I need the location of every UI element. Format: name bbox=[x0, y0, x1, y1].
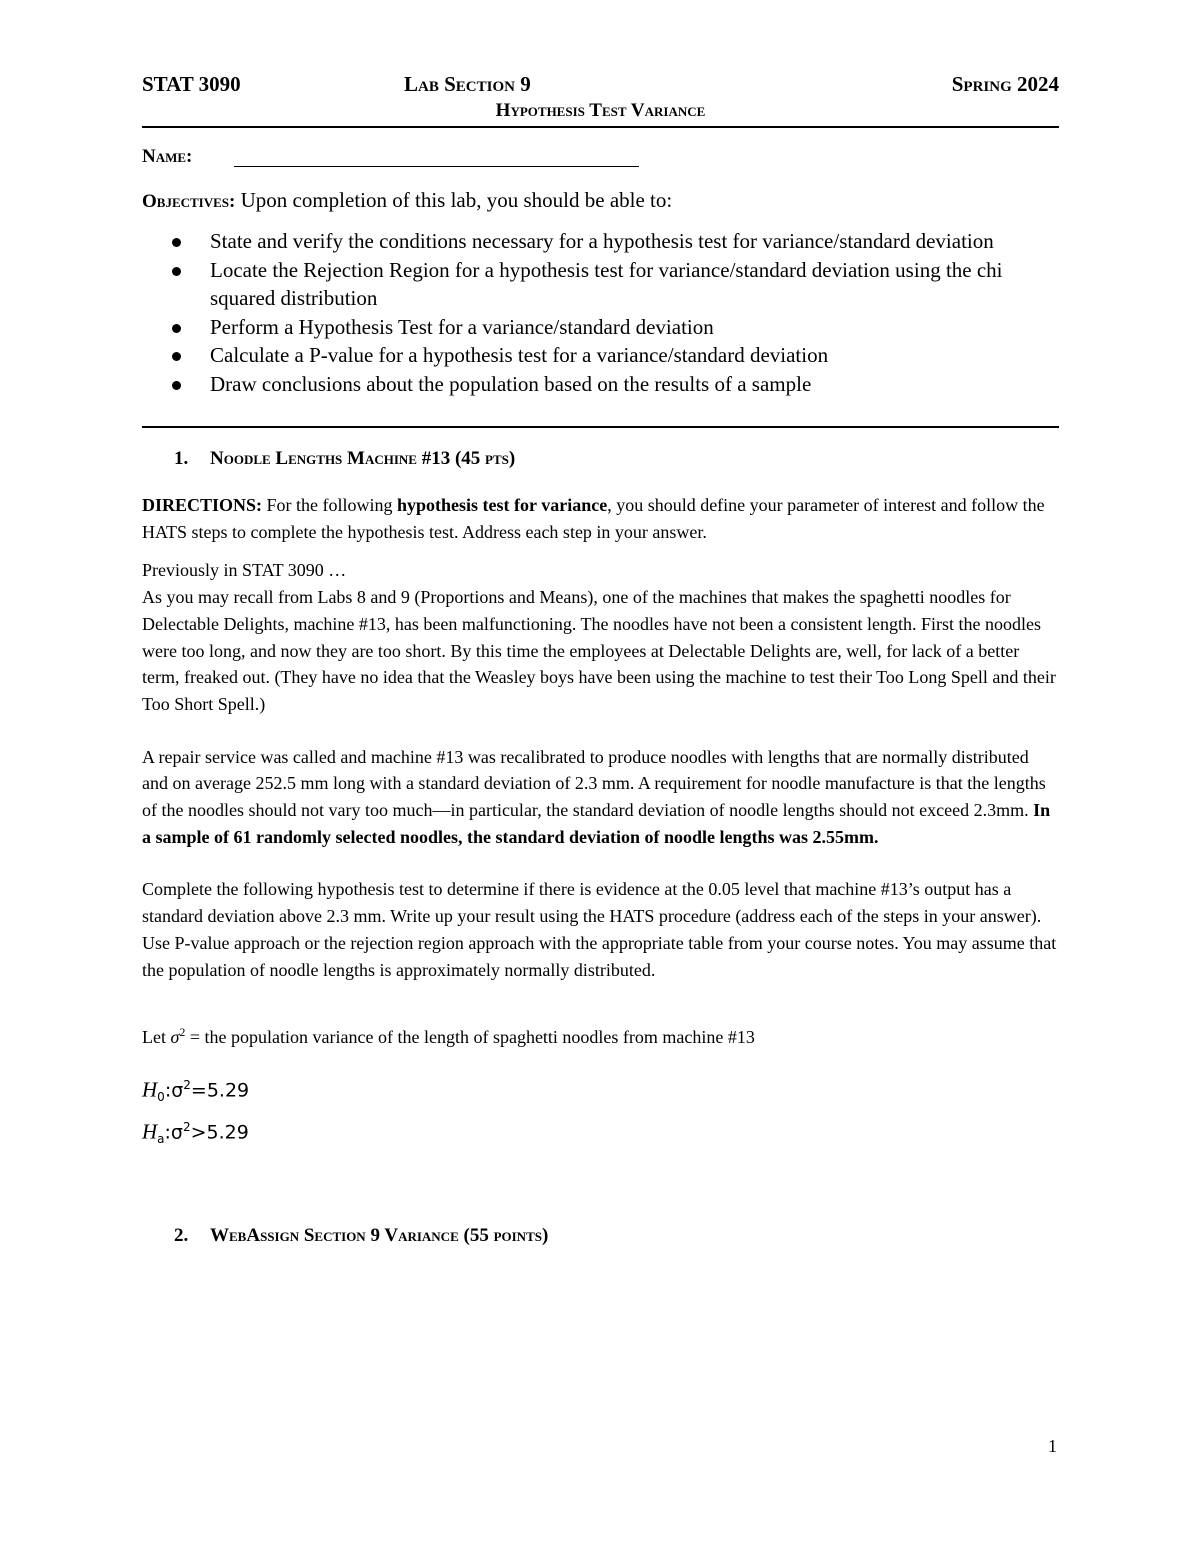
objectives-list bbox=[142, 227, 1059, 398]
header-subtitle: Hypothesis Test Variance bbox=[495, 100, 706, 121]
bullet-icon bbox=[172, 381, 181, 390]
document-page bbox=[142, 72, 1059, 1247]
objectives-paragraph bbox=[142, 188, 1059, 213]
null-hypothesis: $H_0:\sigma^2=5.29$ bbox=[142, 1077, 250, 1105]
page-number: 1 bbox=[1048, 1436, 1057, 1456]
name-row bbox=[142, 146, 1059, 176]
story-text: As you may recall from Labs 8 and 9 (Proportions and Means), one of the machines that makes the spaghetti noodles for Delectable Delights, machine #13, has been malfunctioning. The noodles have not been a consistent length. First the noodles were too long, and now they are too short. By this time the employees at Delectable Delights are, well, for lack of a better term, freaked out. (They have no idea that the Weasley boys have been using the machine to test their Too Long Spell and their Too Short Spell.) bbox=[142, 587, 1056, 714]
section-2-number: 2. bbox=[174, 1224, 189, 1246]
bullet-icon bbox=[172, 352, 181, 361]
lab-title: Lab Section 9 bbox=[404, 72, 531, 96]
list-item: Calculate a P-value for a hypothesis test for a variance/standard deviation bbox=[210, 341, 1059, 370]
term-label: Spring 2024 bbox=[951, 72, 1059, 96]
bullet-icon bbox=[172, 267, 181, 276]
sample-info: In a sample of 61 randomly selected noodles, the standard deviation of noodle lengths was 2.55mm. bbox=[142, 800, 1051, 847]
section-1-title: Noodle Lengths Machine #13 (45 pts) bbox=[210, 448, 516, 469]
sigma-symbol: σ bbox=[170, 1027, 180, 1048]
task-paragraph: Complete the following hypothesis test to determine if there is evidence at the 0.05 level that machine #13’s output has a standard deviation above 2.3 mm. Write up your result using the HATS procedure (address each of the steps in your answer). Use P-value approach or the rejection region approach with the appropriate table from your course notes. You may assume that the population of noodle lengths is approximately normally distributed. bbox=[142, 879, 1057, 980]
section-2-heading bbox=[142, 1225, 1059, 1247]
page-header bbox=[142, 72, 1059, 102]
section-1-heading bbox=[142, 448, 1059, 470]
directions-label: DIRECTIONS: bbox=[142, 495, 263, 515]
list-item: Draw conclusions about the population based on the results of a sample bbox=[210, 370, 1059, 399]
repair-paragraph: A repair service was called and machine #13 was recalibrated to produce noodles with lengths that are normally distributed and on average 252.5 mm long with a standard deviation of 2.3 mm. A requirement for noodle manufacture is that the lengths of the noodles should not vary too much—in particular, the standard deviation of noodle lengths should not exceed 2.3mm. In a sample of 61 randomly selected noodles, the standard deviation of noodle lengths was 2.55mm. bbox=[142, 746, 1051, 847]
objectives-label: Objectives: bbox=[142, 191, 236, 212]
list-item: Locate the Rejection Region for a hypothesis test for variance/standard deviation using the chi squared distribution bbox=[210, 256, 1059, 313]
story-paragraph bbox=[142, 557, 1059, 717]
course-code: STAT 3090 bbox=[142, 72, 241, 96]
directions-paragraph: DIRECTIONS: For the following hypothesis test for variance, you should define your parameter of interest and follow the HATS steps to complete the hypothesis test. Address each step in your answer. bbox=[142, 495, 1045, 542]
bullet-icon bbox=[172, 238, 181, 247]
section-rule bbox=[142, 426, 1059, 428]
list-item: Perform a Hypothesis Test for a variance/standard deviation bbox=[210, 313, 1059, 342]
directions-emphasis: hypothesis test for variance bbox=[397, 495, 608, 515]
header-rule bbox=[142, 126, 1059, 128]
previously-line: Previously in STAT 3090 … bbox=[142, 560, 347, 581]
name-label: Name: bbox=[142, 146, 193, 167]
section-2-title: WebAssign Section 9 Variance (55 points) bbox=[210, 1224, 549, 1246]
list-item: State and verify the conditions necessary for a hypothesis test for variance/standard deviation bbox=[210, 227, 1059, 256]
alternative-hypothesis: $H_a:\sigma^2>5.29$ bbox=[142, 1119, 249, 1147]
objectives-intro: Upon completion of this lab, you should be able to: bbox=[235, 188, 673, 212]
bullet-icon bbox=[172, 324, 181, 333]
name-blank-line bbox=[234, 166, 639, 167]
section-1-number: 1. bbox=[174, 448, 189, 469]
hypotheses bbox=[142, 1070, 1059, 1154]
parameter-definition: Let $\sigma^2$ = the population variance of the length of spaghetti noodles from machine #13 bbox=[142, 1025, 755, 1048]
